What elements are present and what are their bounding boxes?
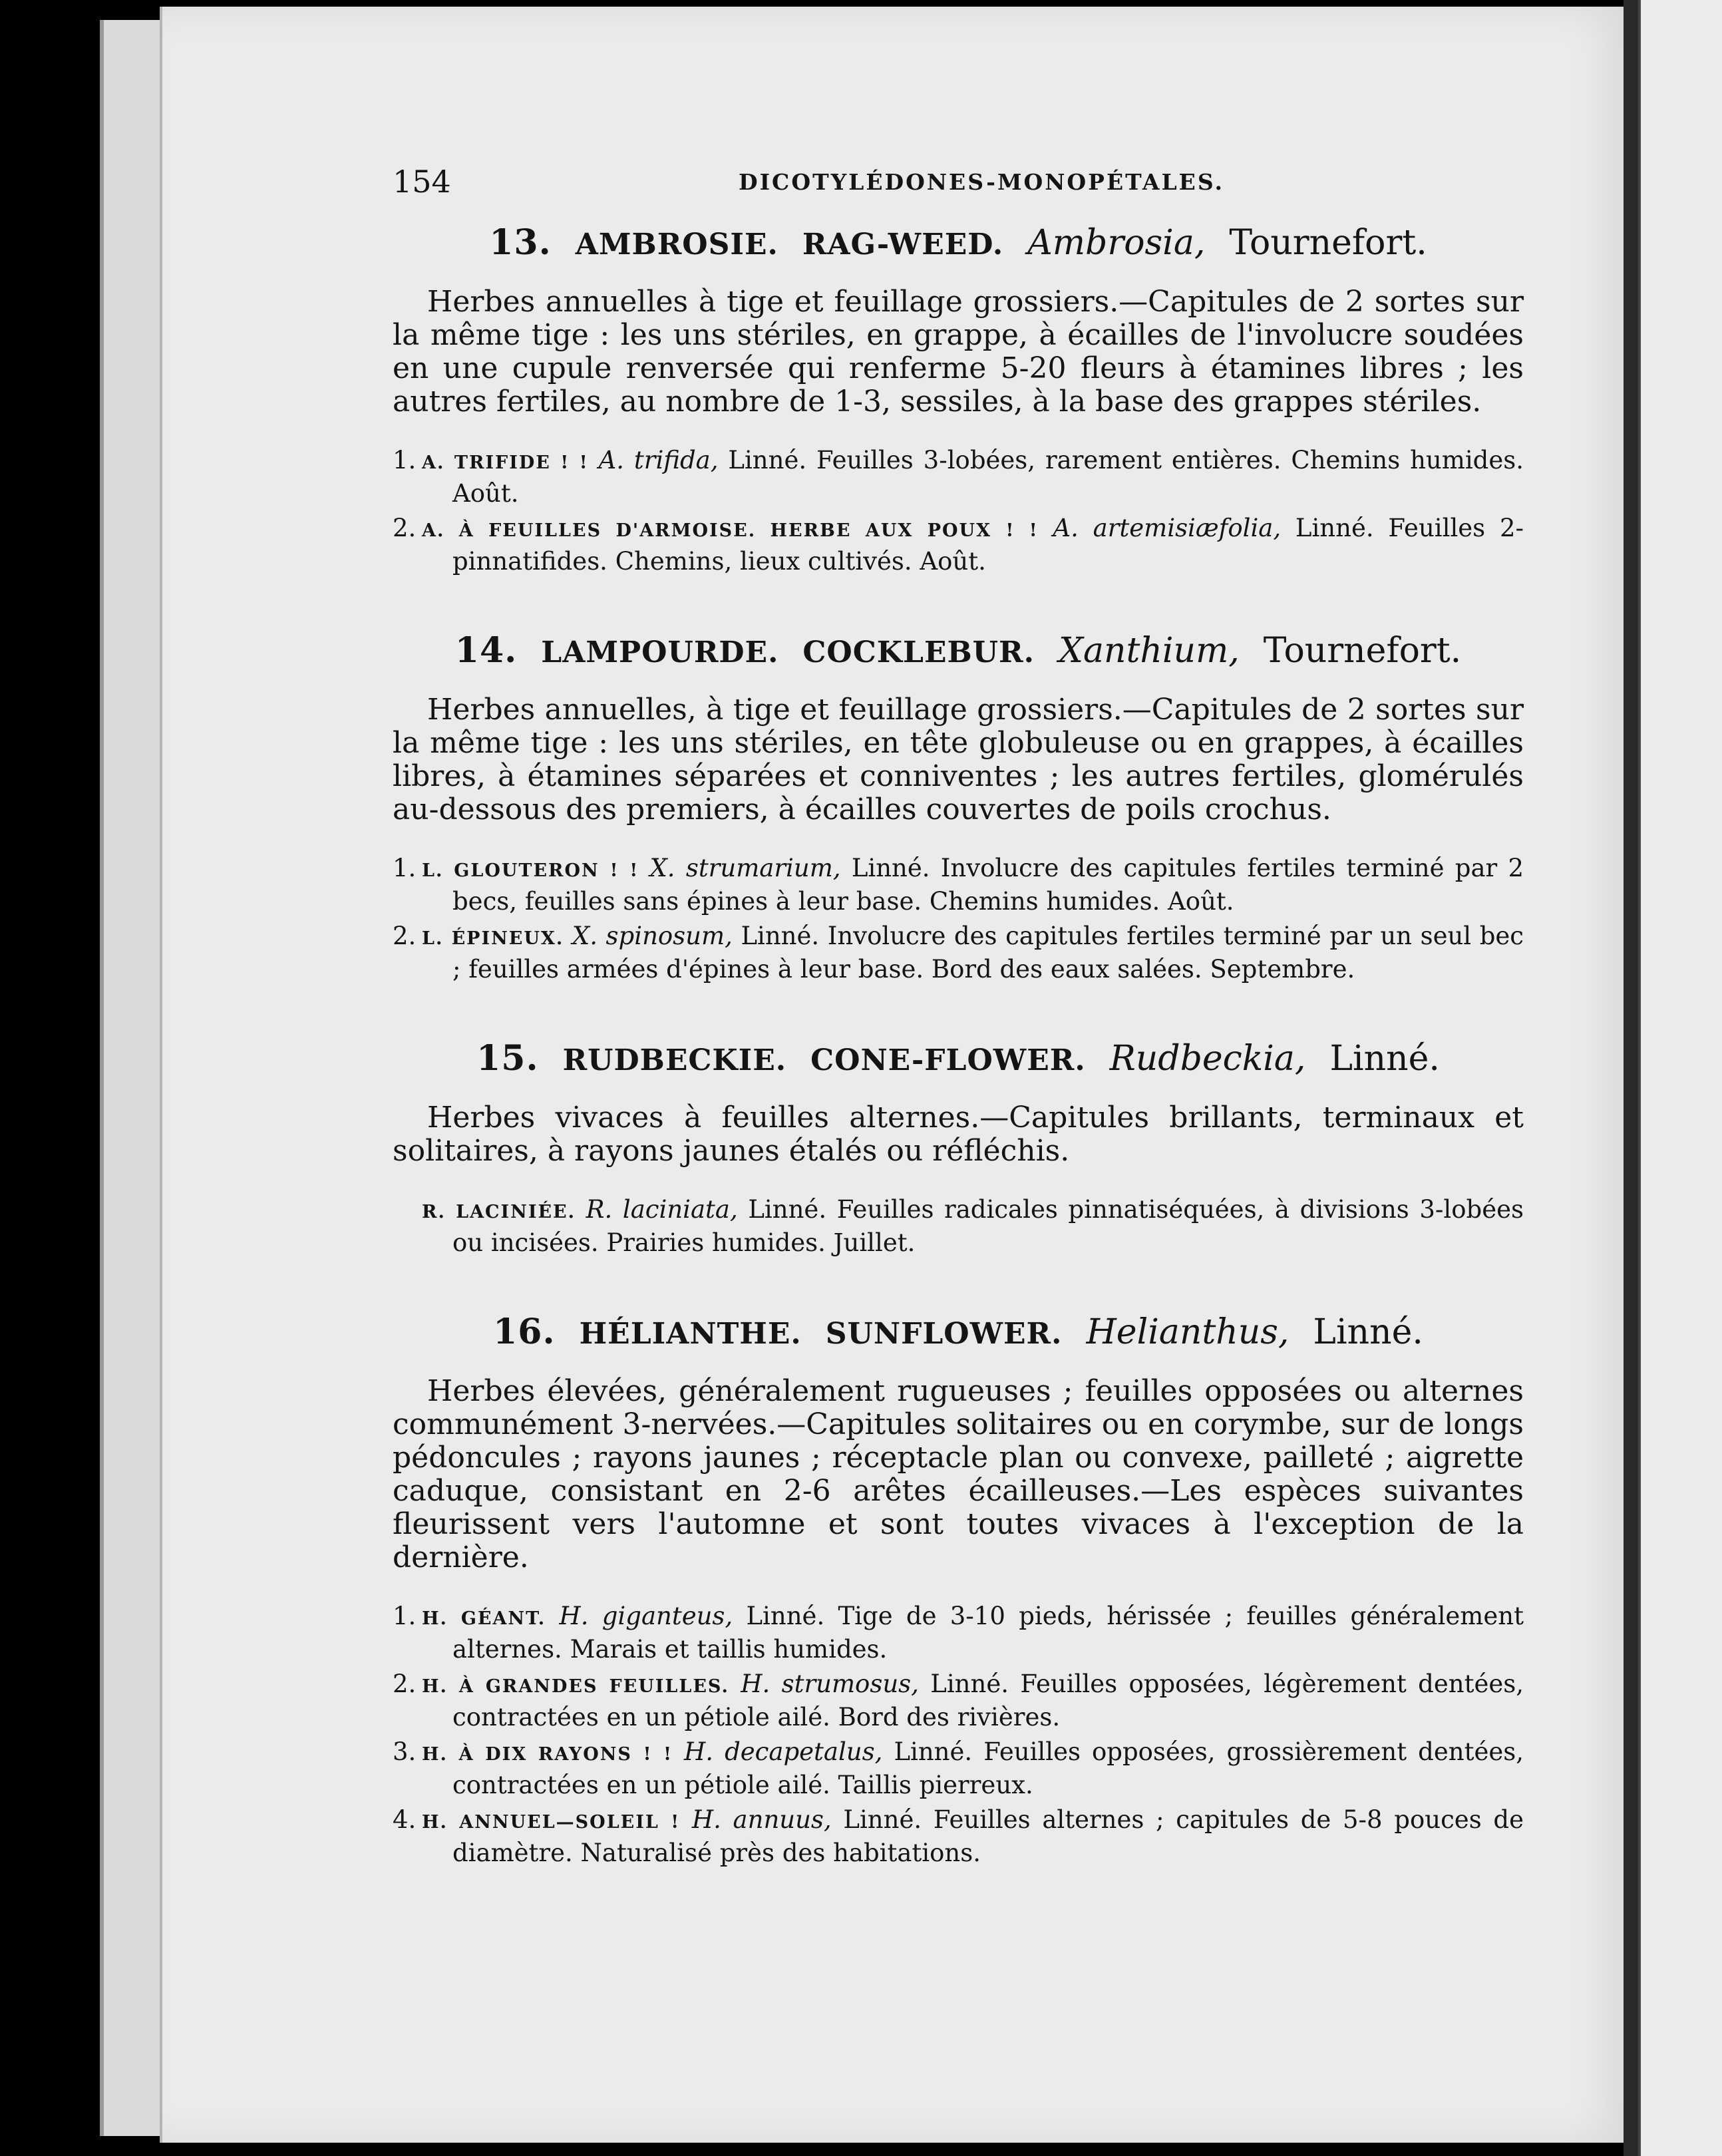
- genus-number: 13.: [489, 222, 552, 263]
- species-latin-name: H. annuus,: [691, 1805, 832, 1834]
- species-description: Linné. Involucre des capitules fertiles terminé par 2 becs, feuilles sans épines à leur base. Chemins humides. Août.: [452, 854, 1524, 916]
- species-common-name: A. À FEUILLES D'ARMOISE. HERBE AUX POUX ! !: [422, 520, 1039, 541]
- genus-number: 14.: [454, 630, 518, 671]
- species-entry: [393, 1669, 1524, 1733]
- gutter-shadow: [1624, 0, 1638, 2156]
- genus-number: 16.: [493, 1312, 556, 1352]
- genus-section: [393, 222, 1524, 577]
- species-entry: [393, 1601, 1524, 1665]
- genus-author: Tournefort.: [1263, 631, 1462, 671]
- genus-name-en: CONE-FLOWER.: [810, 1043, 1086, 1077]
- species-entry: [393, 1737, 1524, 1801]
- species-description: Linné. Tige de 3-10 pieds, hérissée ; feuilles généralement alternes. Marais et taillis humides.: [452, 1602, 1524, 1664]
- species-entry: [393, 1805, 1524, 1869]
- species-description: Linné. Feuilles 3-lobées, rarement entières. Chemins humides. Août.: [452, 446, 1524, 508]
- species-latin-name: X. strumarium,: [649, 854, 841, 882]
- genus-section: [393, 1038, 1524, 1258]
- species-description: Linné. Feuilles opposées, légèrement dentées, contractées en un pétiole ailé. Bord des rivières.: [452, 1670, 1524, 1731]
- species-latin-name: R. laciniata,: [586, 1195, 738, 1224]
- genus-author: Linné.: [1329, 1039, 1440, 1079]
- species-latin-name: H. strumosus,: [741, 1670, 919, 1698]
- genus-heading: [393, 1038, 1524, 1079]
- species-latin-name: X. spinosum,: [572, 922, 733, 950]
- genus-description: Herbes annuelles, à tige et feuillage grossiers.—Capitules de 2 sortes sur la même tige : les uns stériles, en tête globuleuse ou en grappes, à écailles libres, à étamines séparées et conniventes ; les autres fertiles, glomérulés au-dessous des premiers, à écailles couvertes de poils crochus.: [393, 693, 1524, 826]
- species-number: 3.: [393, 1737, 417, 1766]
- genus-author: Tournefort.: [1229, 223, 1427, 263]
- page-content: [393, 152, 1524, 1922]
- genus-heading: [393, 630, 1524, 671]
- species-common-name: H. À GRANDES FEUILLES.: [422, 1676, 729, 1697]
- species-common-name: L. ÉPINEUX.: [422, 928, 564, 949]
- genus-name-fr: HÉLIANTHE.: [579, 1317, 802, 1351]
- species-common-name: H. À DIX RAYONS ! !: [422, 1744, 673, 1765]
- species-latin-name: A. artemisiæfolia,: [1053, 514, 1282, 542]
- page-number: 154: [393, 164, 451, 200]
- species-description: Linné. Feuilles radicales pinnatiséquées, à divisions 3-lobées ou incisées. Prairies humides. Juillet.: [452, 1195, 1524, 1257]
- genus-number: 15.: [476, 1038, 539, 1079]
- species-entry: [393, 1194, 1524, 1258]
- genus-heading: [393, 222, 1524, 263]
- species-common-name: H. ANNUEL—SOLEIL !: [422, 1812, 681, 1833]
- genus-name-latin: Rudbeckia,: [1109, 1039, 1306, 1079]
- species-entry: [393, 445, 1524, 509]
- species-description: Linné. Feuilles alternes ; capitules de 5-8 pouces de diamètre. Naturalisé près des habitations.: [452, 1805, 1524, 1867]
- species-latin-name: H. decapetalus,: [684, 1737, 883, 1766]
- species-number: 2.: [393, 922, 417, 950]
- species-common-name: H. GÉANT.: [422, 1608, 546, 1629]
- species-entry: [393, 853, 1524, 917]
- genus-heading: [393, 1312, 1524, 1352]
- species-number: 1.: [393, 854, 417, 882]
- genus-name-en: SUNFLOWER.: [825, 1317, 1063, 1351]
- species-number: 1.: [393, 446, 417, 474]
- genus-name-latin: Xanthium,: [1058, 631, 1240, 671]
- genus-description: Herbes annuelles à tige et feuillage grossiers.—Capitules de 2 sortes sur la même tige : les uns stériles, en grappe, à écailles de l'involucre soudées en une cupule renversée qui renferme 5-20 fleurs à étamines libres ; les autres fertiles, au nombre de 1-3, sessiles, à la base des grappes stériles.: [393, 285, 1524, 419]
- species-common-name: R. LACINIÉE.: [422, 1202, 576, 1222]
- species-description: Linné. Involucre des capitules fertiles terminé par un seul bec ; feuilles armées d'épines à leur base. Bord des eaux salées. Septembre.: [452, 922, 1524, 984]
- genus-description: Herbes vivaces à feuilles alternes.—Capitules brillants, terminaux et solitaires, à rayons jaunes étalés ou réfléchis.: [393, 1101, 1524, 1168]
- genus-name-latin: Helianthus,: [1086, 1312, 1290, 1352]
- species-description: Linné. Feuilles opposées, grossièrement dentées, contractées en un pétiole ailé. Taillis pierreux.: [452, 1737, 1524, 1799]
- running-title: DICOTYLÉDONES-MONOPÉTALES.: [739, 169, 1224, 195]
- species-number: 4.: [393, 1805, 417, 1834]
- facing-page-edge: [1638, 0, 1722, 2156]
- genus-name-en: RAG-WEED.: [802, 228, 1004, 262]
- genus-name-latin: Ambrosia,: [1027, 223, 1206, 263]
- species-latin-name: H. giganteus,: [559, 1602, 733, 1630]
- species-number: 2.: [393, 1670, 417, 1698]
- genus-section: [393, 1312, 1524, 1869]
- genus-section: [393, 630, 1524, 985]
- species-number: 1.: [393, 1602, 417, 1630]
- genus-name-en: COCKLEBUR.: [802, 635, 1035, 669]
- species-entry: [393, 513, 1524, 577]
- genus-list: [393, 222, 1524, 1869]
- species-common-name: L. GLOUTERON ! !: [422, 860, 639, 881]
- species-description: Linné. Feuilles 2-pinnatifides. Chemins, lieux cultivés. Août.: [452, 514, 1524, 576]
- species-common-name: A. TRIFIDE ! !: [422, 452, 589, 473]
- species-number: 2.: [393, 514, 417, 542]
- genus-author: Linné.: [1313, 1312, 1423, 1352]
- genus-name-fr: RUDBECKIE.: [562, 1043, 787, 1077]
- genus-name-fr: LAMPOURDE.: [541, 635, 779, 669]
- genus-description: Herbes élevées, généralement rugueuses ; feuilles opposées ou alternes communément 3-nervées.—Capitules solitaires ou en corymbe, sur de longs pédoncules ; rayons jaunes ; réceptacle plan ou convexe, pailleté ; aigrette caduque, consistant en 2-6 arêtes écailleuses.—Les espèces suivantes fleurissent vers l'automne et sont toutes vivaces à l'exception de la dernière.: [393, 1374, 1524, 1574]
- species-latin-name: A. trifida,: [598, 446, 719, 474]
- running-head: [393, 152, 1524, 198]
- species-entry: [393, 921, 1524, 985]
- genus-name-fr: AMBROSIE.: [575, 228, 778, 262]
